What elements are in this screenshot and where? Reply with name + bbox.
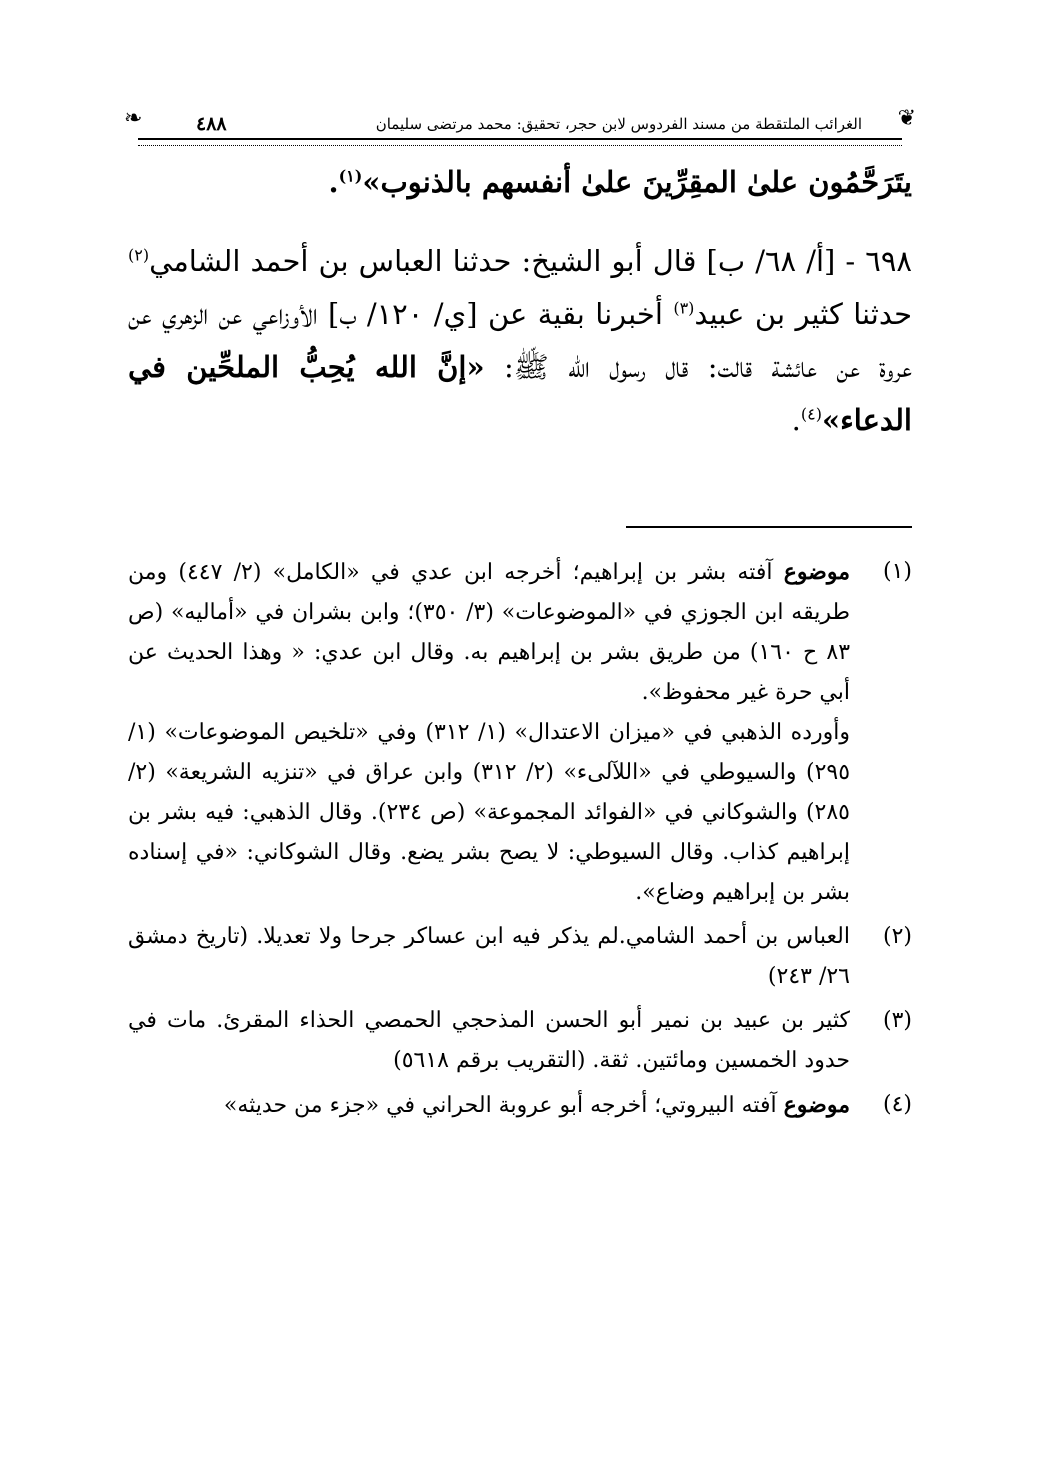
footnote-ref-4: (٤) xyxy=(800,404,822,424)
hadith-quote: «إنَّ الله يُحِبُّ الملحِّين في الدعاء» xyxy=(128,350,912,437)
footnote-text: آفته بشر بن إبراهيم؛ أخرجه ابن عدي في «الكامل» (٢/ ٤٤٧) ومن طريقه ابن الجوزي في «الموضوعات» (٣/ ٣٥٠)؛ وابن بشران في «أماليه» (ص ٨٣ ح ١٦٠) من طريق بشر بن إبراهيم به. وقال ابن عدي: « وهذا الحديث عن أبي حرة غير محفوظ». xyxy=(128,560,851,705)
footnote-4 xyxy=(128,1085,912,1126)
footnote-1 xyxy=(128,552,912,913)
hadith-paragraph xyxy=(128,235,912,447)
footnote-number: (١) xyxy=(882,559,912,584)
main-text xyxy=(128,156,912,447)
footnote-separator xyxy=(626,526,912,528)
footnote-ref-2: (٢) xyxy=(128,245,150,265)
footnote-number: (٤) xyxy=(882,1092,912,1117)
footnote-3 xyxy=(128,1001,912,1081)
hadith-end: . xyxy=(791,403,801,437)
header-title: الغرائب الملتقطة من مسند الفردوس لابن حجر، تحقيق: محمد مرتضى سليمان xyxy=(375,115,862,133)
running-header xyxy=(124,84,916,144)
continuation-text: يتَرَحَّمُون علىٰ المقِرِّينَ علىٰ أنفسهم بالذنوب» xyxy=(362,165,912,199)
footnote-text: آفته البيروتي؛ أخرجه أبو عروبة الحراني في «جزء من حديثه» xyxy=(223,1093,784,1118)
footnote-continuation: وأورده الذهبي في «ميزان الاعتدال» (١/ ٣١٢) وفي «تلخيص الموضوعات» (١/ ٢٩٥) والسيوطي في «اللآلىء» (٢/ ٣١٢) وابن عراق في «تنزيه الشريعة» (٢/ ٢٨٥) والشوكاني في «الفوائد المجموعة» (ص ٢٣٤). وقال الذهبي: فيه بشر بن إبراهيم كذاب. وقال السيوطي: لا يصح بشر يضع. وقال الشوكاني: «في إسناده بشر بن إبراهيم وضاع». xyxy=(128,720,851,905)
footnote-ref-1: (١) xyxy=(338,166,363,186)
footnote-number: (٣) xyxy=(882,1008,912,1033)
footnote-text: كثير بن عبيد بن نمير أبو الحسن المذحجي الحمصي الحذاء المقرئ. مات في حدود الخمسين ومائتين. ثقة. (التقريب برقم ٥٦١٨) xyxy=(128,1008,850,1073)
footnote-text: العباس بن أحمد الشامي.لم يذكر فيه ابن عساكر جرحا ولا تعديلا. (تاريخ دمشق ٢٦/ ٢٤٣) xyxy=(128,924,850,989)
header-ornament-left-icon: ❧ xyxy=(124,106,143,131)
footnotes xyxy=(128,552,912,1130)
hadith-prefix: ٦٩٨ - [أ/ ٦٨/ ب] قال أبو الشيخ: حدثنا العباس بن أحمد الشامي xyxy=(149,244,912,278)
footnote-lead: موضوع xyxy=(783,559,851,585)
continuation-paragraph xyxy=(128,156,912,209)
hadith-part-3: أخبرنا بقية عن [ي/ ١٢٠/ ب] الأوزاعي عن الزهري عن عروة عن عائشة قالت: قال رسول الله ﷺ: xyxy=(128,297,913,384)
footnote-ref-3: (٣) xyxy=(673,298,695,318)
footnote-2 xyxy=(128,917,912,997)
continuation-end: . xyxy=(328,165,339,199)
footnote-number: (٢) xyxy=(882,924,912,949)
footnote-lead: موضوع xyxy=(783,1092,850,1118)
header-rule xyxy=(138,138,902,146)
hadith-part-2: حدثنا كثير بن عبيد xyxy=(694,297,912,331)
page-number: ٤٨٨ xyxy=(196,113,227,135)
header-text xyxy=(148,114,892,134)
header-ornament-right-icon: ❦ xyxy=(897,106,916,131)
